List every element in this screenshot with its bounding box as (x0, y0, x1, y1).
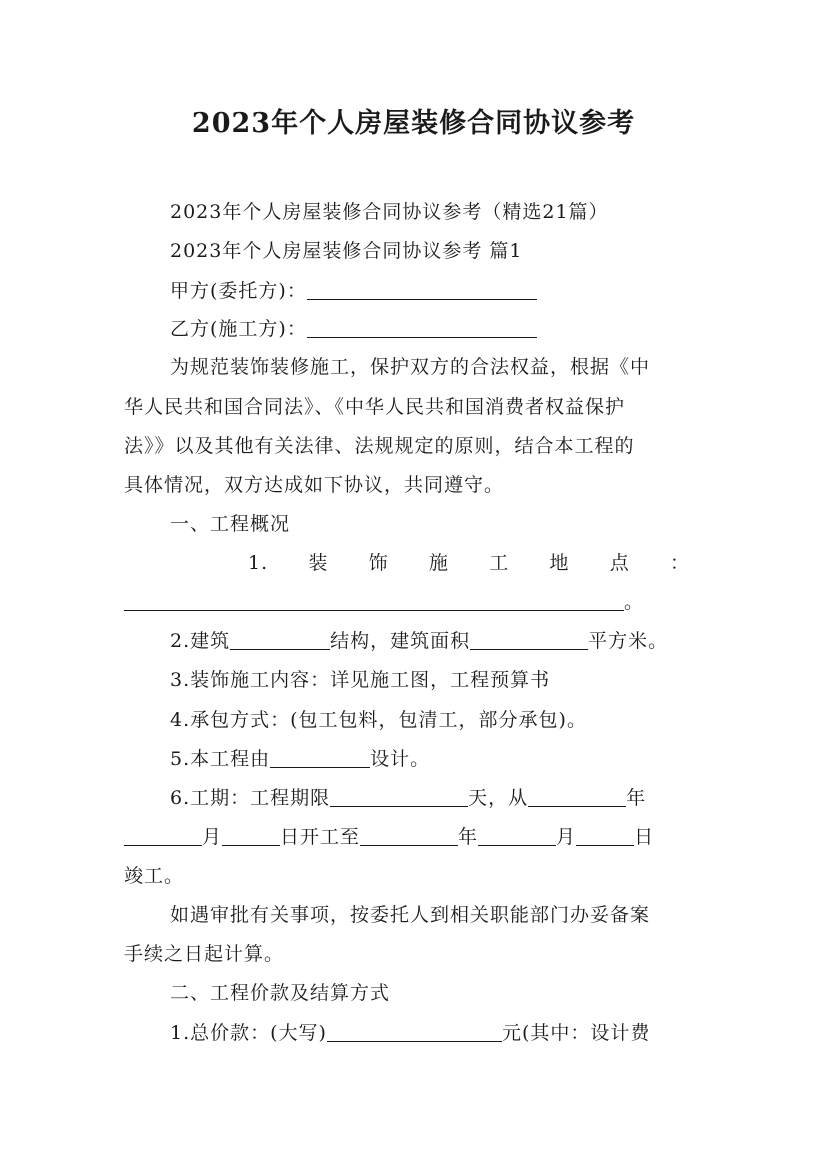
price-text-a: 1.总价款：(大写) (170, 1022, 327, 1044)
item4-line: 4.承包方式：(包工包料，包清工，部分承包)。 (170, 709, 587, 731)
item1-char: 装 (308, 552, 329, 574)
item6-text-a: 6.工期：工程期限 (170, 787, 331, 809)
item5-text-a: 5.本工程由 (170, 748, 271, 770)
intro-line-1: 为规范装饰装修施工，保护双方的合法权益，根据《中 (170, 356, 651, 378)
item1-char: 点 (609, 552, 630, 574)
item6-text-b: 天，从 (468, 787, 529, 809)
start-day-blank (222, 825, 280, 846)
item2-text-c: 平方米。 (588, 630, 669, 652)
end-day-blank (576, 825, 634, 846)
party-a-label: 甲方(委托方)： (170, 280, 307, 302)
item1-char: 地 (549, 552, 570, 574)
item1-char: 饰 (368, 552, 389, 574)
party-a-line (170, 276, 714, 306)
item6-text-c: 年 (626, 787, 647, 809)
item6-line-3: 竣工。 (124, 865, 185, 887)
end-year-blank (360, 825, 458, 846)
party-a-blank (307, 279, 537, 300)
section-heading: 2023年个人房屋装修合同协议参考 篇1 (170, 240, 523, 262)
item2-line (170, 626, 714, 656)
note-line-1: 如遇审批有关事项，按委托人到相关职能部门办妥备案 (170, 904, 651, 926)
item5-line (170, 744, 714, 774)
area-blank (470, 629, 588, 650)
item6-text-h: 日 (634, 826, 655, 848)
price-text-b: 元(其中：设计费 (501, 1022, 651, 1044)
start-year-blank (528, 786, 626, 807)
item2-text-a: 2.建筑 (170, 630, 231, 652)
party-b-blank (307, 317, 537, 338)
item3-line: 3.装饰施工内容：详见施工图，工程预算书 (170, 669, 551, 691)
item6-line-1 (170, 783, 714, 813)
start-month-blank (124, 825, 202, 846)
price-line (170, 1018, 714, 1048)
address-blank (124, 590, 624, 611)
heading-project-overview: 一、工程概况 (170, 513, 291, 535)
duration-blank (330, 786, 468, 807)
item1-char: 工 (489, 552, 510, 574)
document-title: 2023年个人房屋装修合同协议参考 (191, 108, 636, 139)
item5-text-b: 设计。 (370, 748, 431, 770)
item2-text-b: 结构，建筑面积 (330, 630, 471, 652)
item1-char: 1. (248, 552, 269, 574)
intro-line-2: 华人民共和国合同法》、《中华人民共和国消费者权益保护 (124, 396, 626, 418)
item6-line-2 (124, 822, 714, 852)
item1-address-line (124, 587, 714, 617)
total-price-blank (327, 1021, 502, 1042)
party-b-label: 乙方(施工方)： (170, 318, 307, 340)
structure-blank (230, 629, 330, 650)
item1-char: 施 (428, 552, 449, 574)
intro-line-3: 法》》以及其他有关法律、法规规定的原则，结合本工程的 (124, 435, 635, 457)
item1-end: 。 (624, 591, 645, 613)
designer-blank (270, 747, 370, 768)
end-month-blank (478, 825, 556, 846)
note-line-2: 手续之日起计算。 (124, 943, 285, 965)
item6-text-f: 年 (458, 826, 479, 848)
intro-line-4: 具体情况，双方达成如下协议，共同遵守。 (124, 474, 505, 496)
heading-price: 二、工程价款及结算方式 (170, 982, 391, 1004)
item1-line (248, 548, 690, 578)
item6-text-d: 月 (202, 826, 223, 848)
party-b-line (170, 314, 714, 344)
item6-text-e: 日开工至 (280, 826, 361, 848)
item1-char: ： (669, 552, 690, 574)
subtitle-line: 2023年个人房屋装修合同协议参考（精选21篇） (170, 201, 609, 223)
item6-text-g: 月 (556, 826, 577, 848)
